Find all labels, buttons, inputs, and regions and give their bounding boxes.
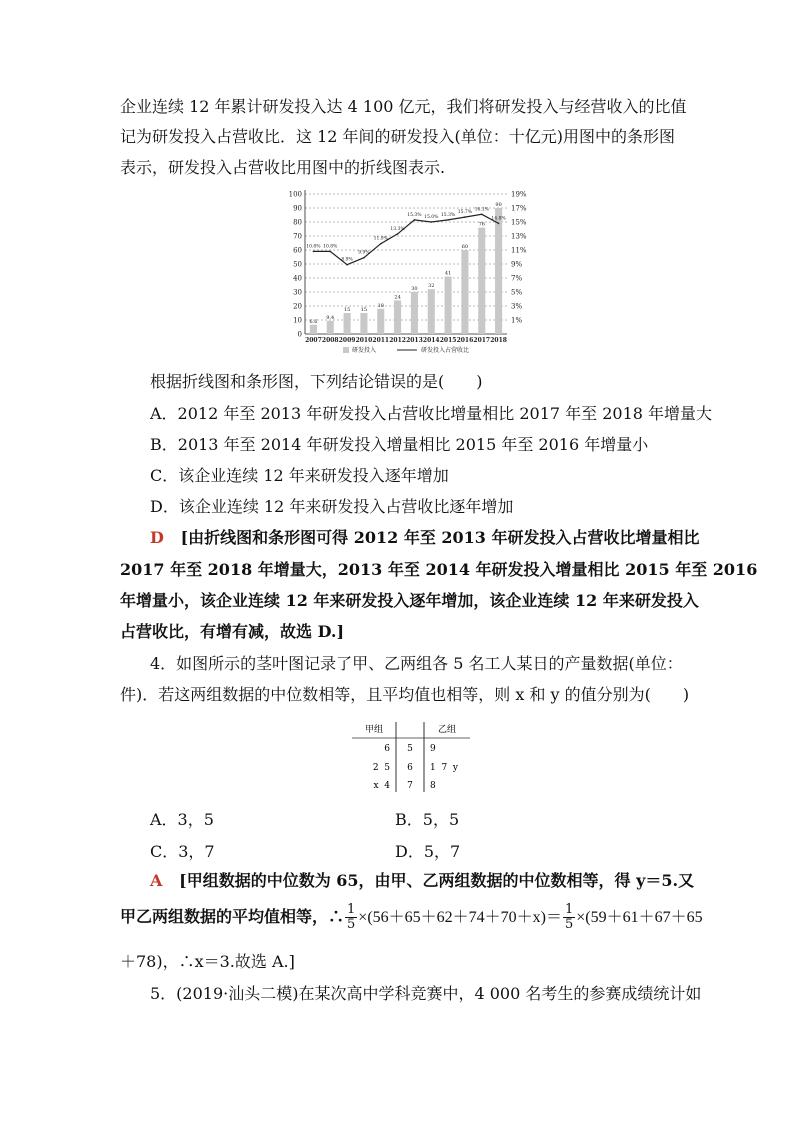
bar-value-label: 60 <box>461 244 469 250</box>
stemleaf-row3-stem: 7 <box>407 781 413 791</box>
fraction-one-fifth-2: $\frac{1}{5}$ <box>564 902 574 932</box>
ratio-value-label: 10.8% <box>323 244 338 250</box>
x-tick-label: 2018 <box>490 337 507 344</box>
q4-exp2-post: ×(59＋61＋67＋65 <box>576 909 703 926</box>
y-right-tick-label: 7% <box>511 274 523 283</box>
q3-option-d: D．该企业连续 12 年来研发投入占营收比逐年增加 <box>150 497 514 516</box>
ratio-point <box>329 251 331 253</box>
ratio-value-label: 13.3% <box>390 226 405 232</box>
x-tick-label: 2009 <box>338 337 356 344</box>
ratio-value-label: 16.1% <box>474 207 489 213</box>
intro-line-2: 记为研发投入占营收比．这 12 年间的研发投入(单位：十亿元)用图中的条形图 <box>120 127 676 146</box>
q5-line-1: 5．(2019·汕头二模)在某次高中学科竞赛中，4 000 名考生的参赛成绩统计如 <box>150 984 702 1003</box>
ratio-point <box>380 243 382 245</box>
q3-option-a: A．2012 年至 2013 年研发投入占营收比增量相比 2017 年至 2018 年增量大 <box>150 404 713 423</box>
q3-explanation-line-4: 占营收比，有增有减，故选 D.] <box>120 622 345 641</box>
y-left-tick-label: 50 <box>293 260 302 269</box>
bar <box>377 309 384 334</box>
y-left-tick-label: 10 <box>293 316 302 325</box>
q3-answer-letter: D <box>150 528 164 547</box>
bar <box>327 321 334 334</box>
ratio-point <box>481 214 483 216</box>
q4-exp2-pre: 甲乙两组数据的平均值相等，∴ <box>120 907 345 926</box>
y-right-tick-label: 15% <box>511 218 527 227</box>
y-right-tick-label: 3% <box>511 302 523 311</box>
x-tick-label: 2013 <box>406 337 423 344</box>
x-tick-label: 2017 <box>473 337 491 344</box>
intro-line-3: 表示，研发投入占营收比用图中的折线图表示. <box>120 158 446 177</box>
ratio-point <box>464 216 466 218</box>
bar-value-label: 41 <box>444 270 452 277</box>
q3-option-b: B．2013 年至 2014 年研发投入增量相比 2015 年至 2016 年增量小 <box>150 435 649 454</box>
q3-option-c: C．该企业连续 12 年来研发投入逐年增加 <box>150 466 449 485</box>
y-right-tick-label: 17% <box>511 204 527 213</box>
q4-explanation-line-1 <box>150 871 694 891</box>
q4-line-2: 件)．若这两组数据的中位数相等，且平均值也相等，则 x 和 y 的值分别为( ) <box>120 685 690 704</box>
ratio-value-label: 14.8% <box>491 216 506 222</box>
fraction-one-fifth: $\frac{1}{5}$ <box>347 902 356 932</box>
q4-exp2-mid: ×(56＋65＋62＋74＋70＋x)＝ <box>358 909 562 926</box>
y-right-tick-label: 11% <box>511 246 527 255</box>
bar-value-label: 24 <box>394 294 401 301</box>
stemleaf-row2-right: 1 7 y <box>430 763 458 773</box>
bar <box>344 313 351 334</box>
y-left-tick-label: 60 <box>293 246 302 255</box>
x-tick-label: 2014 <box>422 337 440 344</box>
q4-option-b: B．5，5 <box>395 810 460 829</box>
q3-exp-1: [由折线图和条形图可得 2012 年至 2013 年研发投入占营收比增量相比 <box>180 528 700 547</box>
q4-option-d: D．5，7 <box>395 842 461 861</box>
x-tick-label: 2007 <box>305 337 322 344</box>
ratio-value-label: 10.8% <box>306 244 321 250</box>
ratio-value-label: 15.7% <box>457 210 473 216</box>
q3-explanation-line-2: 2017 年至 2018 年增量大，2013 年至 2014 年研发投入增量相比 2015 年至 2016 <box>120 560 758 579</box>
bar-value-label: 9.4 <box>326 314 335 321</box>
intro-line-1: 企业连续 12 年累计研发投入达 4 100 亿元，我们将研发投入与经营收入的比值 <box>120 97 687 116</box>
q4-answer-letter: A <box>150 871 163 890</box>
q4-explanation-line-2 <box>120 903 703 932</box>
ratio-point <box>313 251 315 253</box>
bar-value-label: 76 <box>478 221 485 228</box>
stemleaf-row1-left: 6 <box>384 744 390 754</box>
y-left-tick-label: 0 <box>297 330 302 339</box>
ratio-value-label: 9.9% <box>358 250 370 256</box>
stemleaf-left-header: 甲组 <box>364 725 384 735</box>
bar-value-label: 6.6 <box>309 318 318 325</box>
stemleaf-right-header: 乙组 <box>437 725 457 735</box>
y-right-tick-label: 13% <box>511 232 527 241</box>
bar-value-label: 32 <box>428 283 435 290</box>
bar <box>495 208 502 334</box>
ratio-point <box>397 233 399 235</box>
q3-explanation-line-3: 年增量小，该企业连续 12 年来研发投入逐年增加，该企业连续 12 年来研发投入 <box>120 591 699 610</box>
bar-value-label: 18 <box>377 302 384 309</box>
legend-bar-label: 研发投入 <box>352 347 377 354</box>
q4-line-1: 4．如图所示的茎叶图记录了甲、乙两组各 5 名工人某日的产量数据(单位： <box>150 654 683 673</box>
bar <box>445 277 452 334</box>
q3-prompt: 根据折线图和条形图，下列结论错误的是( ) <box>150 372 483 391</box>
ratio-point <box>363 257 365 259</box>
q4-option-a: A．3，5 <box>150 810 214 829</box>
ratio-point <box>447 219 449 221</box>
rd-chart <box>285 186 545 358</box>
stemleaf-row2-stem: 6 <box>407 763 413 773</box>
ratio-point <box>414 219 416 221</box>
bar <box>394 300 401 334</box>
q4-exp-1: [甲组数据的中位数为 65，由甲、乙两组数据的中位数相等，得 y＝5.又 <box>179 871 695 890</box>
y-left-tick-label: 20 <box>293 302 302 311</box>
x-tick-label: 2008 <box>321 337 339 344</box>
bar-value-label: 15 <box>343 307 351 313</box>
y-left-tick-label: 80 <box>293 218 302 227</box>
bar <box>411 292 418 334</box>
y-right-tick-label: 19% <box>511 190 527 199</box>
bar <box>310 325 317 334</box>
x-tick-label: 2011 <box>372 337 390 344</box>
y-left-tick-label: 90 <box>293 204 302 213</box>
q4-explanation-line-3: ＋78)，∴x＝3.故选 A.] <box>120 952 295 971</box>
stemleaf-row2-left: 2 5 <box>372 763 390 773</box>
ratio-value-label: 11.9% <box>373 236 388 242</box>
y-left-tick-label: 100 <box>288 190 302 199</box>
stemleaf-row1-stem: 5 <box>407 744 413 754</box>
bar-value-label: 15 <box>360 307 368 313</box>
ratio-value-label: 8.9% <box>341 257 353 263</box>
q3-explanation-line-1 <box>150 528 700 548</box>
ratio-point <box>346 264 348 266</box>
y-right-tick-label: 1% <box>511 316 523 325</box>
y-right-tick-label: 5% <box>511 288 523 297</box>
legend-line-label: 研发投入占营收比 <box>421 347 470 354</box>
x-tick-label: 2015 <box>439 337 457 344</box>
stemleaf-row3-left: x 4 <box>373 781 390 791</box>
legend-bar-swatch <box>343 347 349 353</box>
x-tick-label: 2012 <box>389 337 406 344</box>
bar-value-label: 30 <box>411 286 418 292</box>
y-left-tick-label: 40 <box>293 274 302 283</box>
y-right-tick-label: 9% <box>511 260 523 269</box>
q4-option-c: C．3，7 <box>150 842 215 861</box>
bar <box>428 289 435 334</box>
bar <box>461 250 468 334</box>
ratio-point <box>430 221 432 223</box>
ratio-point <box>498 223 500 225</box>
bar <box>478 228 485 334</box>
stem-leaf-plot <box>352 716 472 794</box>
ratio-value-label: 15.0% <box>424 215 439 220</box>
ratio-value-label: 15.3% <box>407 212 422 218</box>
x-tick-label: 2010 <box>355 337 373 344</box>
y-left-tick-label: 30 <box>293 288 302 297</box>
ratio-value-label: 15.3% <box>440 212 456 218</box>
bar <box>360 313 367 334</box>
x-tick-label: 2016 <box>456 337 474 344</box>
stemleaf-row3-right: 8 <box>430 781 436 791</box>
bar-value-label: 90 <box>495 202 502 208</box>
stemleaf-row1-right: 9 <box>430 744 436 754</box>
y-left-tick-label: 70 <box>293 232 302 241</box>
